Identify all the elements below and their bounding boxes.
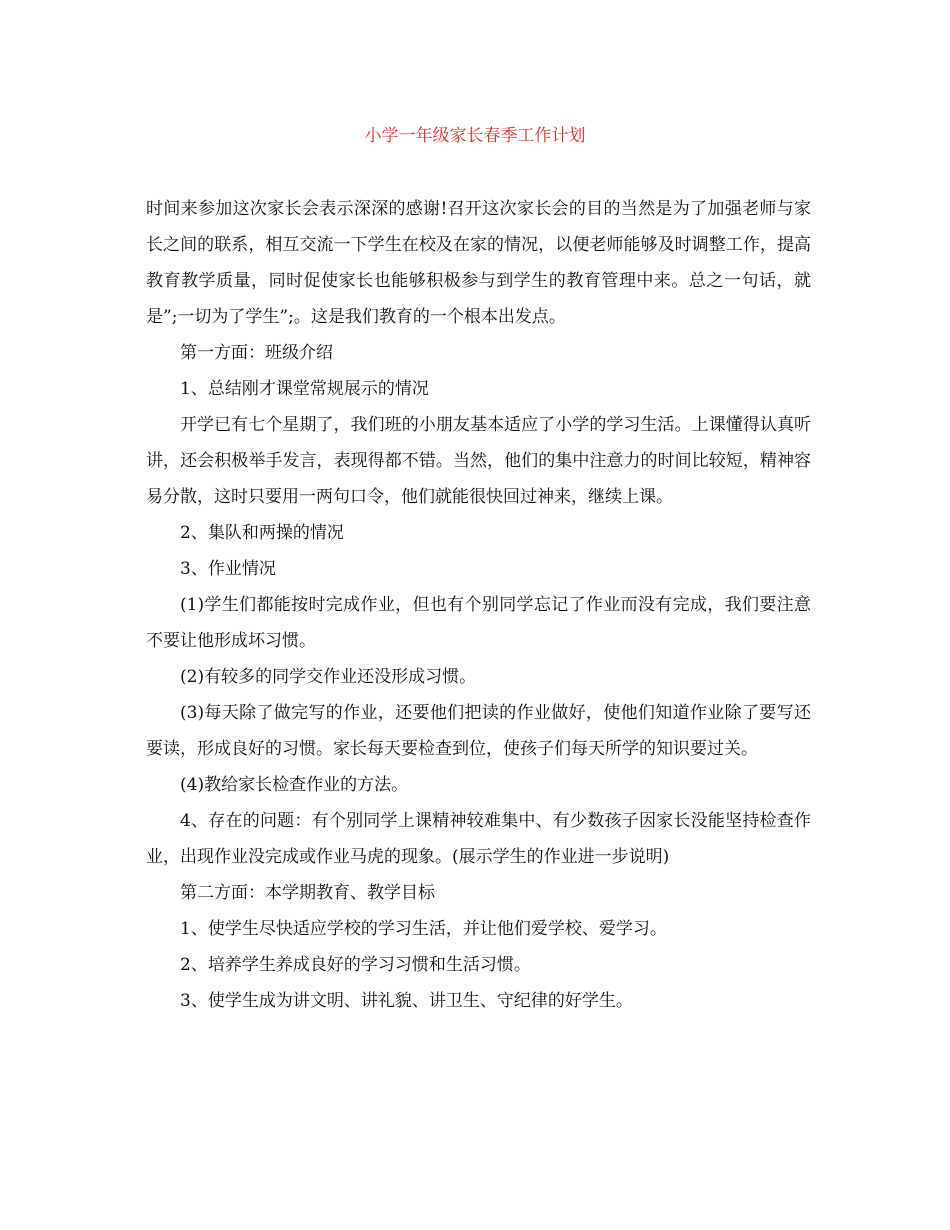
list-item: (4)教给家长检查作业的方法。 (180, 775, 409, 795)
document-title: 小学一年级家长春季工作计划 (364, 126, 586, 146)
list-item: 2、培养学生养成良好的学习习惯和生活习惯。 (180, 955, 531, 975)
list-item: (2)有较多的同学交作业还没形成习惯。 (180, 667, 477, 687)
section-heading-class-intro: 第一方面：班级介绍 (180, 343, 333, 363)
list-item: 1、总结刚才课堂常规展示的情况 (180, 379, 429, 399)
document-body (146, 191, 811, 1019)
paragraph-intro: 时间来参加这次家长会表示深深的感谢!召开这次家长会的目的当然是为了加强老师与家长之间的联系，相互交流一下学生在校及在家的情况，以便老师能够及时调整工作，提高教育教学质量，同时促使家长也能够积极参与到学生的教育管理中来。总之一句话，就是”;一切为了学生”;。这是我们教育的一个根本出发点。 (146, 199, 811, 327)
list-item: (3)每天除了做完写的作业，还要他们把读的作业做好，使他们知道作业除了要写还要读，形成良好的习惯。家长每天要检查到位，使孩子们每天所学的知识要过关。 (146, 703, 811, 759)
list-item: 4、存在的问题：有个别同学上课精神较难集中、有少数孩子因家长没能坚持检查作业，出现作业没完成或作业马虎的现象。(展示学生的作业进一步说明) (146, 811, 811, 867)
paragraph: 开学已有七个星期了，我们班的小朋友基本适应了小学的学习生活。上课懂得认真听讲，还会积极举手发言，表现得都不错。当然，他们的集中注意力的时间比较短，精神容易分散，这时只要用一两句口令，他们就能很快回过神来，继续上课。 (146, 415, 811, 507)
list-item: 1、使学生尽快适应学校的学习生活，并让他们爱学校、爱学习。 (180, 919, 667, 939)
section-heading-goals: 第二方面：本学期教育、教学目标 (180, 883, 435, 903)
list-item: 3、作业情况 (180, 559, 276, 579)
list-item: 2、集队和两操的情况 (180, 523, 344, 543)
list-item: 3、使学生成为讲文明、讲礼貌、讲卫生、守纪律的好学生。 (180, 991, 633, 1011)
list-item: (1)学生们都能按时完成作业，但也有个别同学忘记了作业而没有完成，我们要注意不要让他形成坏习惯。 (146, 595, 811, 651)
